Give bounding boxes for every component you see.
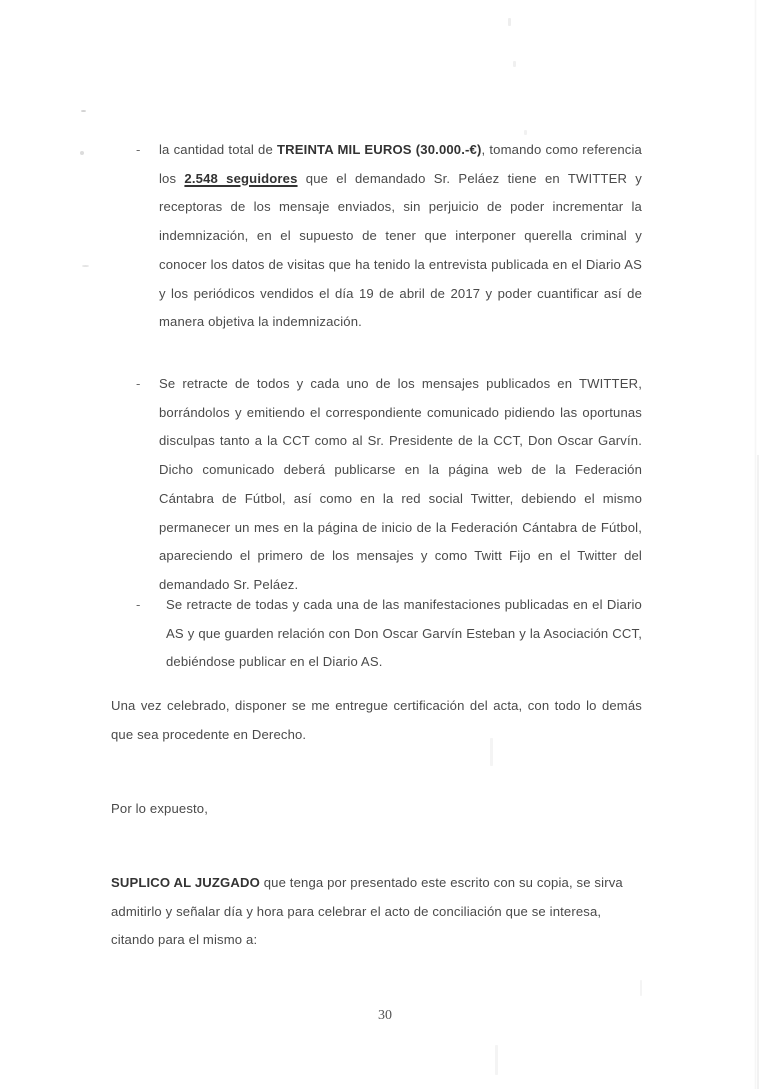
list-item-text: Se retracte de todos y cada uno de los mensajes publicados en TWITTER, borrándolos y emitiendo el correspondiente comunicado pidiendo las oportunas disculpas tanto a la CCT como al Sr. Presidente de la CCT, Don Oscar Garvín. Dicho comunicado deberá publicarse en la página web de la Federación Cántabra de Fútbol, así como en la red social Twitter, debiendo el mismo permanecer un mes en la página de inicio de la Federación Cántabra de Fútbol, apareciendo el primero de los mensajes y como Twitt Fijo en el Twitter del demandado Sr. Peláez.: [159, 376, 642, 592]
list-item-marker: -: [136, 376, 141, 391]
scan-speck-icon: [513, 61, 516, 67]
page-number: 30: [378, 1008, 392, 1023]
paragraph-text: Una vez celebrado, disponer se me entregue certificación del acta, con todo lo demás que sea procedente en Derecho.: [111, 698, 642, 742]
paragraph-text: SUPLICO AL JUZGADO que tenga por presentado este escrito con su copia, se sirva admitirlo y señalar día y hora para celebrar el acto de conciliación que se interesa, citando para el mismo a:: [111, 875, 623, 948]
list-item-marker: -: [136, 597, 141, 612]
certification-paragraph: [111, 692, 642, 749]
scan-speck-icon: [640, 980, 642, 996]
list-item-body: [159, 370, 642, 600]
list-item-body: [159, 136, 642, 337]
scan-speck-icon: [80, 151, 84, 155]
scan-speck-icon: [82, 265, 89, 267]
scan-speck-icon: [495, 1045, 498, 1075]
page-edge-line: [757, 455, 759, 1089]
list-item-body: [166, 591, 642, 677]
page-edge-shadow: [754, 0, 757, 1089]
scan-speck-icon: [524, 130, 527, 135]
list-item-text: Se retracte de todas y cada una de las manifestaciones publicadas en el Diario AS y que guarden relación con Don Oscar Garvín Esteban y la Asociación CCT, debiéndose publicar en el Diario AS.: [166, 597, 642, 670]
list-item-marker: -: [136, 142, 141, 157]
suplico-paragraph: [111, 869, 642, 955]
list-item-text: la cantidad total de TREINTA MIL EUROS (30.000.-€), tomando como referencia los 2.548 seguidores que el demandado Sr. Peláez tiene en TWITTER y receptoras de los mensaje enviados, sin perjuicio de poder incrementar la indemnización, en el supuesto de tener que interponer querella criminal y conocer los datos de visitas que ha tenido la entrevista publicada en el Diario AS y los periódicos vendidos el día 19 de abril de 2017 y poder cuantificar así de manera objetiva la indemnización.: [159, 142, 642, 330]
scan-speck-icon: [81, 110, 86, 112]
scan-speck-icon: [508, 18, 511, 26]
paragraph-text: Por lo expuesto,: [111, 801, 209, 816]
por-lo-expuesto: [111, 795, 642, 824]
